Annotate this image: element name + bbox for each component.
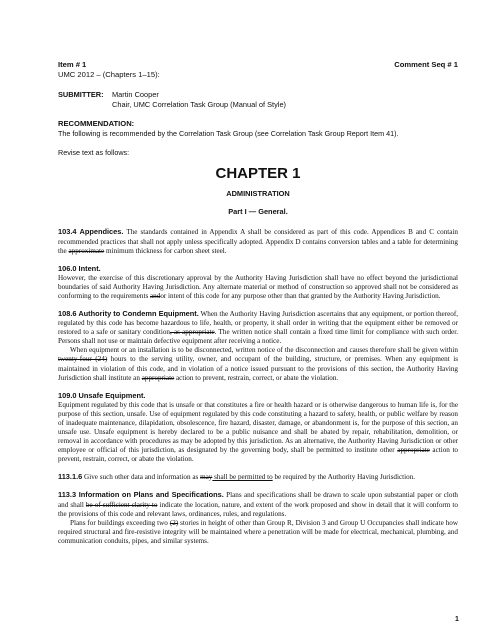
deleted-text: and (150, 291, 161, 300)
submitter-label: SUBMITTER: (58, 90, 104, 99)
section-heading: 113.1.6 (58, 472, 83, 482)
submitter-name: Martin Cooper (112, 90, 159, 99)
deleted-text: appropriate (141, 373, 175, 382)
section-heading: 108.6 Authority to Condemn Equipment. (58, 308, 199, 318)
section-heading: 103.4 Appendices. (58, 227, 124, 237)
section-106-0: 106.0 Intent. However, the exercise of this discretionary approval by the Authority Having Jurisdiction shall have no effect beyond the jurisdictional boundaries of said Authority Having Jurisdiction. Any alternate material or method of construction so approved shall not be considered as conforming to the requirements andor intent of this code for any purpose other than that granted by the Authority Having Jurisdiction. (58, 263, 458, 300)
revise-instruction: Revise text as follows: (58, 148, 130, 158)
page-number: 1 (455, 616, 459, 623)
deleted-text: appropriate (397, 446, 430, 455)
section-109-0: 109.0 Unsafe Equipment. Equipment regulated by this code that is unsafe or that constitutes a fire or health hazard or is otherwise dangerous to human life is, for the purpose of this section, unsafe. Use of equipment regulated by this code constituting a hazard to safety, health, or public welfare by reason of inadequate maintenance, dilapidation, obsolescence, fire hazard, disaster, damage, or abandonment is, for the purpose of this section, an unsafe use. Unsafe equipment is hereby declared to be a public nuisance and shall be abated by repair, rehabilitation, demolition, or removal in accordance with procedures as may be adopted by this jurisdiction. As an alternative, the Authority Having Jurisdiction or other employee or official of this jurisdiction, as designated by the governing body, shall be permitted to institute other appropriate action to prevent, restrain, correct, or abate the violation. (58, 390, 458, 464)
section-113-3: 113.3 Information on Plans and Specifications. Plans and specifications shall be drawn to scale upon substantial paper or cloth and shall be of sufficient clarity to indicate the location, nature, and extent of the work proposed and show in detail that it will conform to the provisions of this code and relevant laws, ordinances, rules, and regulations. Plans for buildings exceeding two (2) stories in height of other than Group R, Division 3 and Group U Occupancies shall indicate how required structural and fire-resistive integrity will be maintained where a penetration will be made for electrical, mechanical, plumbing, and communication conduits, pipes, and similar systems. (58, 490, 458, 545)
chapter-subtitle: ADMINISTRATION (226, 189, 290, 199)
deleted-text: may (200, 473, 213, 482)
section-heading: 113.3 Information on Plans and Specifications. (58, 490, 224, 500)
part-heading: Part I — General. (228, 207, 288, 217)
section-heading: 106.0 Intent. (58, 263, 101, 273)
deleted-text: approximate (68, 246, 105, 255)
deleted-text: twenty-four (24) (58, 355, 108, 364)
document-page (58, 60, 458, 546)
chapter-title: CHAPTER 1 (215, 165, 301, 183)
recommendation-label: RECOMMENDATION: (58, 119, 135, 128)
section-103-4: 103.4 Appendices. The standards contained in Appendix A shall be considered as part of this code. Appendices B and C contain recommended practices that shall not apply unless specifically adopted. Appendix D contains conversion tables and a table for determining the approximate minimum thickness for carbon sheet steel. (58, 227, 458, 255)
submitter-title: Chair, UMC Correlation Task Group (Manual of Style) (112, 99, 287, 109)
comment-seq: Comment Seq # 1 (394, 60, 458, 69)
section-113-1-6: 113.1.6 Give such other data and information as may shall be permitted to be required by the Authority Having Jurisdiction. (58, 472, 416, 482)
submitter-block (58, 90, 458, 109)
inserted-text: shall be permitted to (212, 473, 273, 482)
deleted-text: (2) (169, 518, 179, 527)
section-heading: 109.0 Unsafe Equipment. (58, 390, 146, 400)
recommendation-text: The following is recommended by the Correlation Task Group (see Correlation Task Group Report Item 41). (58, 129, 399, 138)
deleted-text: be of sufficient clarity to (85, 500, 158, 509)
section-108-6: 108.6 Authority to Condemn Equipment. When the Authority Having Jurisdiction ascertains that any equipment, or portion thereof, regulated by this code has become hazardous to life, health, or property, it shall order in writing that the equipment either be removed or restored to a safe or sanitary condition, as appropriate. The written notice shall contain a fixed time limit for compliance with such order. Persons shall not use or maintain defective equipment after receiving a notice. When equipment or an installation is to be disconnected, written notice of the disconnection and causes therefore shall be given within twenty-four (24) hours to the serving utility, owner, and occupant of the building, structure, or premises. When any equipment is maintained in violation of this code, and in violation of a notice issued pursuant to the provisions of this section, the Authority Having Jurisdiction shall institute an appropriate action to prevent, restrain, correct, or abate the violation. (58, 308, 458, 382)
deleted-text: , as appropriate (169, 328, 215, 337)
item-number: Item # 1 (58, 60, 87, 69)
item-header (58, 60, 458, 70)
code-reference: UMC 2012 – (Chapters 1–15): (58, 70, 160, 79)
